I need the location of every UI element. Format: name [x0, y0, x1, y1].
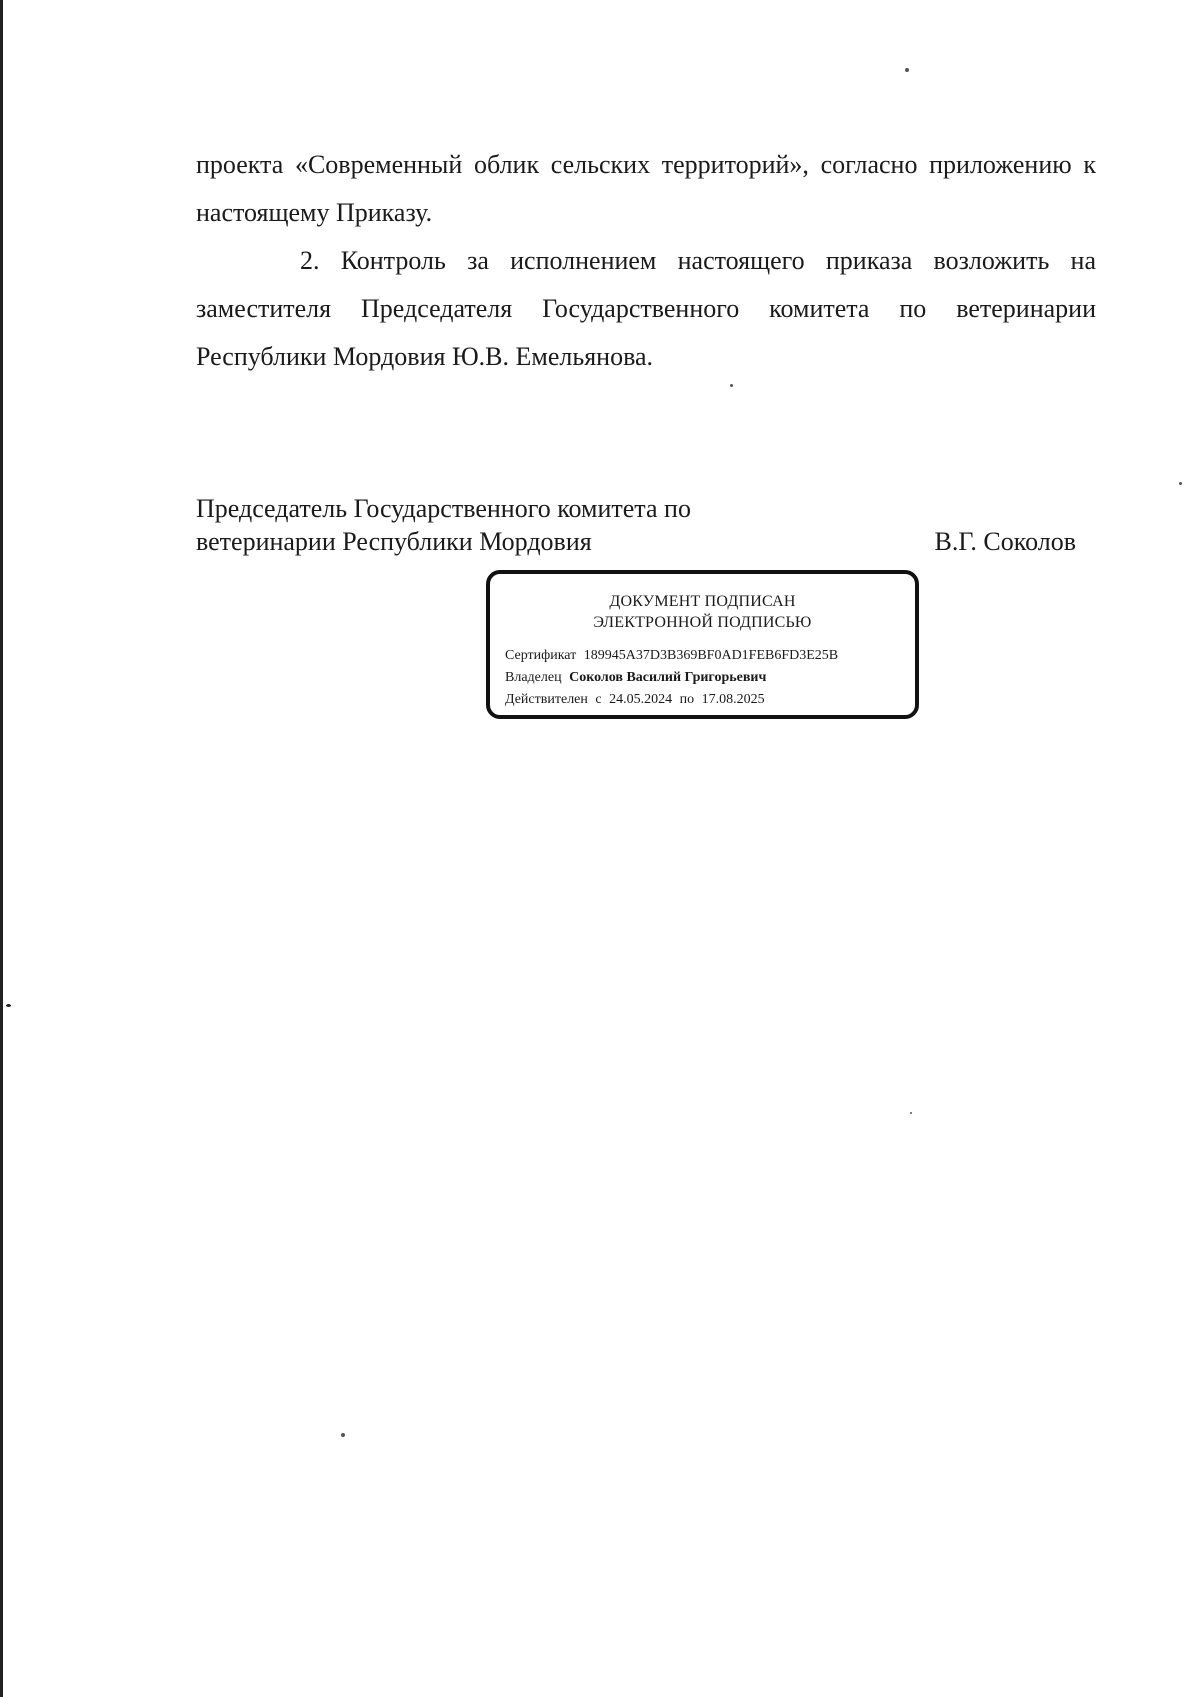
stamp-validity-row: [505, 689, 915, 711]
stamp-title-line-1: ДОКУМЕНТ ПОДПИСАН: [609, 593, 796, 610]
stamp-owner-label: Владелец: [505, 670, 562, 685]
stamp-valid-from: 24.05.2024: [609, 692, 673, 707]
stamp-certificate-label: Сертификат: [505, 648, 577, 663]
continuation-line: проекта «Современный облик сельских территорий», согласно приложению к: [196, 150, 1096, 179]
scan-speck: [910, 1112, 912, 1114]
body-text-top: [196, 141, 1096, 237]
item-2-line-3: Республики Мордовия Ю.В. Емельянова.: [196, 342, 654, 371]
stamp-title-line-2: ЭЛЕКТРОННОЙ ПОДПИСЬЮ: [593, 614, 812, 631]
stamp-valid-label: Действителен: [505, 692, 588, 707]
scan-speck: [905, 68, 909, 72]
stamp-title: [490, 591, 915, 633]
stamp-valid-to-prefix: по: [679, 692, 695, 707]
stamp-valid-to: 17.08.2025: [701, 692, 765, 707]
scan-speck: [1179, 482, 1182, 485]
scan-speck: [341, 1433, 345, 1437]
stamp-valid-from-prefix: с: [595, 692, 602, 707]
signer-name: В.Г. Соколов: [934, 527, 1076, 556]
continuation-end: настоящему Приказу.: [196, 198, 433, 227]
e-signature-stamp: [486, 570, 919, 719]
stamp-certificate-value: 189945A37D3B369BF0AD1FEB6FD3E25B: [583, 648, 839, 663]
stamp-certificate-row: [505, 645, 915, 667]
signer-position-line-1: Председатель Государственного комитета по: [196, 494, 691, 523]
item-2-line-2: заместителя Председателя Государственного комитета по ветеринарии: [196, 294, 1096, 323]
scan-speck: [6, 1004, 11, 1007]
stamp-details: [490, 645, 915, 711]
signer-position-line-2: ветеринарии Республики Мордовия: [196, 527, 592, 556]
scan-edge: [0, 0, 3, 1697]
stamp-owner-value: Соколов Василий Григорьевич: [569, 670, 767, 685]
stamp-owner-row: [505, 667, 915, 689]
item-2-line-1: 2. Контроль за исполнением настоящего приказа возложить на: [300, 246, 1096, 275]
signature-block: [196, 492, 1096, 558]
item-2-paragraph: [196, 237, 1096, 381]
scan-speck: [730, 384, 733, 387]
